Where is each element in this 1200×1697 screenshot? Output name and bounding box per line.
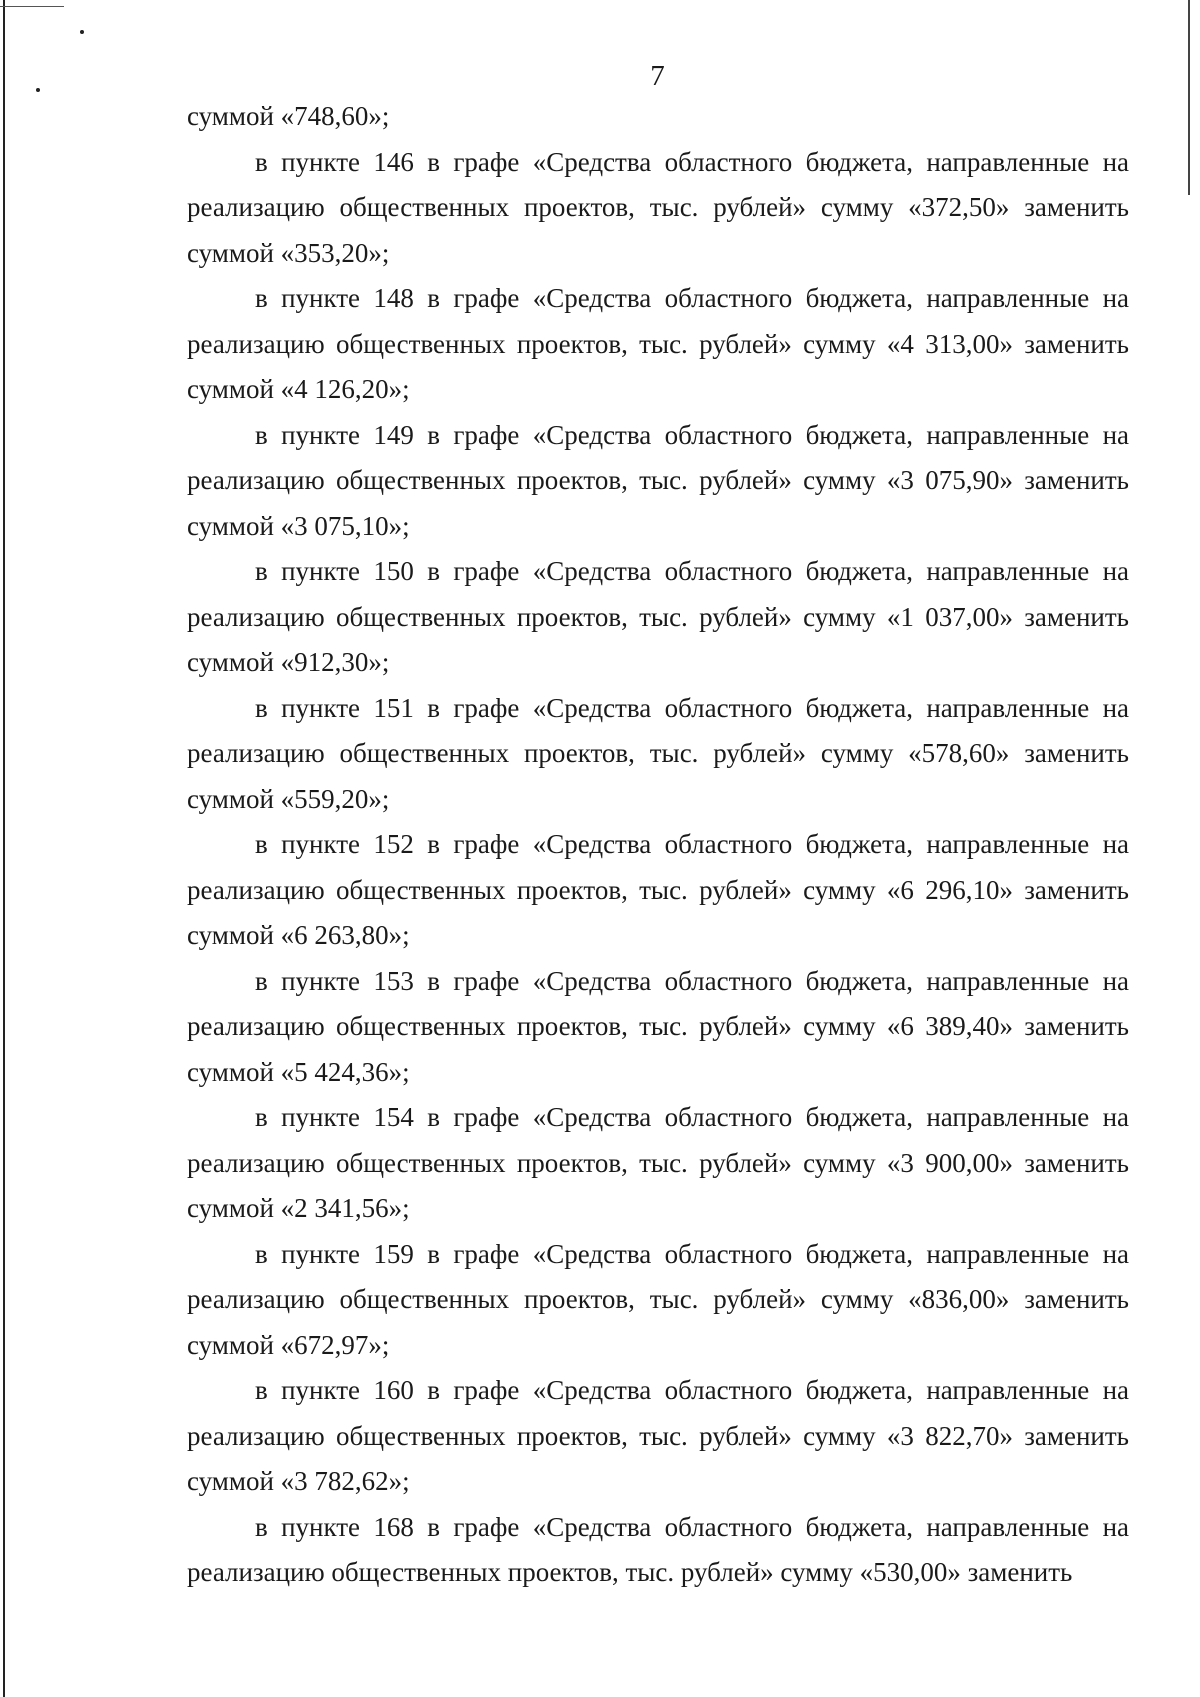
amendment-item: в пункте 148 в графе «Средства областного бюджета, направленные на реализацию общественных проектов, тыс. рублей» сумму «4 313,00» заменить суммой «4 126,20»; xyxy=(187,283,1129,404)
amendment-item: в пункте 159 в графе «Средства областного бюджета, направленные на реализацию общественных проектов, тыс. рублей» сумму «836,00» заменить суммой «672,97»; xyxy=(187,1238,1129,1360)
continuation-line: суммой «748,60»; xyxy=(187,101,390,131)
amendment-item: в пункте 154 в графе «Средства областного бюджета, направленные на реализацию общественных проектов, тыс. рублей» сумму «3 900,00» заменить суммой «2 341,56»; xyxy=(187,1102,1129,1223)
amendment-item: в пункте 149 в графе «Средства областного бюджета, направленные на реализацию общественных проектов, тыс. рублей» сумму «3 075,90» заменить суммой «3 075,10»; xyxy=(187,419,1129,541)
amendment-item: в пункте 151 в графе «Средства областного бюджета, направленные на реализацию общественных проектов, тыс. рублей» сумму «578,60» заменить суммой «559,20»; xyxy=(187,692,1129,814)
amendment-item: в пункте 153 в графе «Средства областного бюджета, направленные на реализацию общественных проектов, тыс. рублей» сумму «6 389,40» заменить суммой «5 424,36»; xyxy=(187,965,1129,1087)
scan-edge-left xyxy=(3,0,5,1697)
scan-corner-mark xyxy=(0,6,64,7)
amendment-item: в пункте 150 в графе «Средства областного бюджета, направленные на реализацию общественных проектов, тыс. рублей» сумму «1 037,00» заменить суммой «912,30»; xyxy=(187,556,1129,677)
document-body xyxy=(187,94,1129,1596)
amendment-item: в пункте 146 в графе «Средства областного бюджета, направленные на реализацию общественных проектов, тыс. рублей» сумму «372,50» заменить суммой «353,20»; xyxy=(187,146,1129,268)
amendment-item: в пункте 168 в графе «Средства областного бюджета, направленные на реализацию общественных проектов, тыс. рублей» сумму «530,00» заменить xyxy=(187,1511,1129,1587)
amendment-item: в пункте 160 в графе «Средства областного бюджета, направленные на реализацию общественных проектов, тыс. рублей» сумму «3 822,70» заменить суммой «3 782,62»; xyxy=(187,1375,1129,1496)
scan-edge-right xyxy=(1188,0,1190,195)
page-number: 7 xyxy=(650,60,665,92)
scan-speck xyxy=(80,30,84,34)
amendment-item: в пункте 152 в графе «Средства областного бюджета, направленные на реализацию общественных проектов, тыс. рублей» сумму «6 296,10» заменить суммой «6 263,80»; xyxy=(187,829,1129,950)
